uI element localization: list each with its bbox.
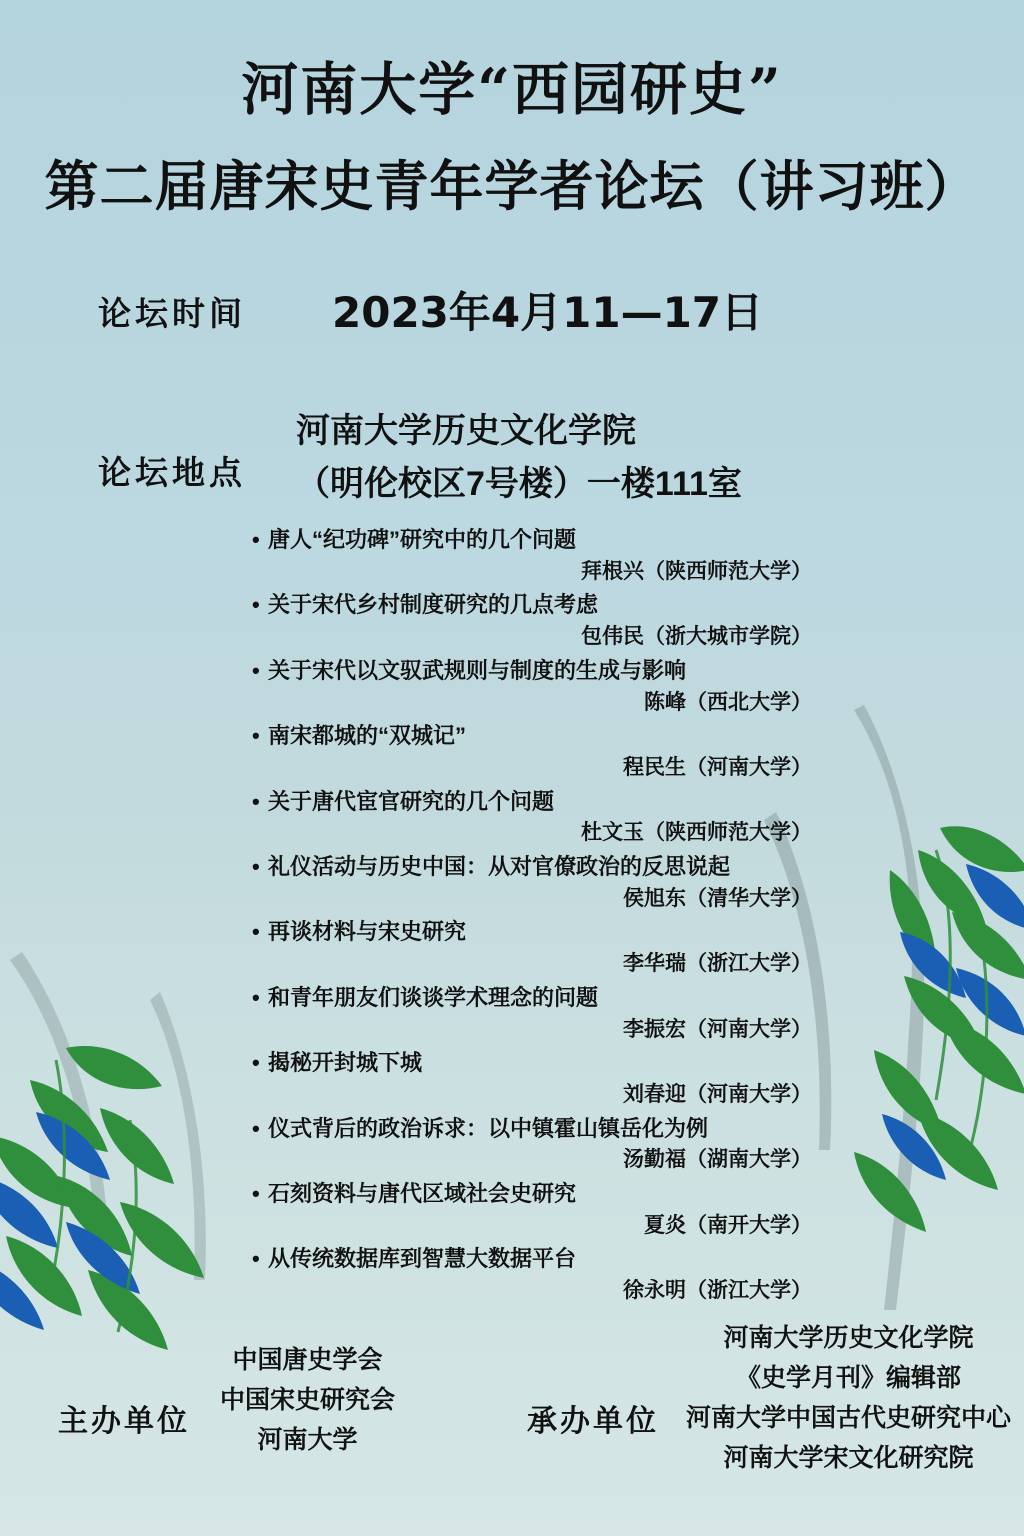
bullet-icon: • <box>252 1050 260 1076</box>
talk-item <box>0 916 1024 979</box>
talk-title <box>0 786 1024 818</box>
bullet-icon: • <box>252 1180 260 1206</box>
talk-title-text: 仪式背后的政治诉求：以中镇霍山镇岳化为例 <box>268 1115 709 1141</box>
organizer-list-item: 河南大学宋文化研究院 <box>723 1444 974 1472</box>
talk-speaker: 侯旭东（清华大学） <box>623 886 812 910</box>
talk-title <box>0 851 1024 883</box>
talk-title <box>0 982 1024 1014</box>
talk-list <box>0 524 1024 1309</box>
footer-organizations <box>0 1318 1024 1508</box>
talk-title-text: 关于宋代以文驭武规则与制度的生成与影响 <box>268 657 687 683</box>
talk-speaker: 包伟民（浙大城市学院） <box>581 625 812 649</box>
bullet-icon: • <box>252 723 260 749</box>
talk-title <box>0 720 1024 752</box>
talk-title-text: 从传统数据库到智慧大数据平台 <box>268 1246 577 1272</box>
talk-speaker: 陈峰（西北大学） <box>644 690 812 714</box>
talk-speaker: 夏炎（南开大学） <box>644 1213 812 1237</box>
forum-place-line-2: （明伦校区7号楼）一楼111室 <box>296 464 742 503</box>
organizer-list-item: 河南大学中国古代史研究中心 <box>686 1404 1012 1432</box>
talk-title-text: 再谈材料与宋史研究 <box>268 919 467 945</box>
host-label: 主办单位 <box>58 1405 190 1438</box>
talk-title <box>0 1243 1024 1275</box>
talk-speaker: 拜根兴（陕西师范大学） <box>581 559 812 583</box>
talk-title <box>0 916 1024 948</box>
talk-title-text: 礼仪活动与历史中国：从对官僚政治的反思说起 <box>268 853 731 879</box>
bullet-icon: • <box>252 788 260 814</box>
poster-title-line-1: 河南大学“西园研史” <box>241 56 783 123</box>
talk-title-text: 石刻资料与唐代区域社会史研究 <box>268 1180 577 1206</box>
talk-title-text: 关于唐代宦官研究的几个问题 <box>268 788 555 814</box>
talk-speaker: 李振宏（河南大学） <box>623 1017 812 1041</box>
organizer-list <box>686 1318 1011 1478</box>
talk-title-text: 唐人“纪功碑”研究中的几个问题 <box>268 527 577 552</box>
talk-item <box>0 589 1024 652</box>
bullet-icon: • <box>252 527 260 552</box>
talk-item <box>0 1178 1024 1241</box>
organizer-list-item: 河南大学历史文化学院 <box>723 1324 974 1352</box>
talk-speaker: 汤勤福（湖南大学） <box>623 1148 812 1172</box>
talk-title <box>0 524 1024 556</box>
poster-title-block <box>0 44 1024 221</box>
host-list-item: 中国唐史学会 <box>232 1346 383 1374</box>
talk-title-text: 和青年朋友们谈谈学术理念的问题 <box>268 984 599 1010</box>
talk-item <box>0 720 1024 783</box>
talk-item <box>0 851 1024 914</box>
forum-place-label: 论坛地点 <box>98 454 246 491</box>
bullet-icon: • <box>252 853 260 879</box>
host-list-item: 中国宋史研究会 <box>220 1386 396 1414</box>
bullet-icon: • <box>252 592 260 618</box>
forum-time-value: 2023年4月11—17日 <box>332 288 764 337</box>
host-list <box>220 1340 395 1460</box>
bullet-icon: • <box>252 657 260 683</box>
poster-title-line-2: 第二届唐宋史青年学者论坛（讲习班） <box>44 154 980 218</box>
talk-speaker: 程民生（河南大学） <box>623 756 812 780</box>
talk-item <box>0 982 1024 1045</box>
forum-place-value <box>296 405 742 510</box>
organizer-list-item: 《史学月刊》编辑部 <box>736 1364 962 1392</box>
talk-title-text: 揭秘开封城下城 <box>268 1050 423 1076</box>
talk-title-text: 南宋都城的“双城记” <box>268 723 467 749</box>
organizer-label: 承办单位 <box>527 1405 659 1438</box>
bullet-icon: • <box>252 1246 260 1272</box>
talk-title <box>0 655 1024 687</box>
bullet-icon: • <box>252 1115 260 1141</box>
talk-title-text: 关于宋代乡村制度研究的几点考虑 <box>268 592 599 618</box>
talk-speaker: 杜文玉（陕西师范大学） <box>581 821 812 845</box>
talk-speaker: 刘春迎（河南大学） <box>623 1083 812 1107</box>
talk-title <box>0 1178 1024 1210</box>
talk-speaker: 徐永明（浙江大学） <box>623 1279 812 1303</box>
host-list-item: 河南大学 <box>257 1426 358 1454</box>
forum-place-line-1: 河南大学历史文化学院 <box>296 412 636 450</box>
bullet-icon: • <box>252 984 260 1010</box>
talk-item <box>0 524 1024 587</box>
talk-item <box>0 1113 1024 1176</box>
bullet-icon: • <box>252 919 260 945</box>
talk-title <box>0 589 1024 621</box>
talk-item <box>0 1047 1024 1110</box>
talk-item <box>0 786 1024 849</box>
forum-time-row <box>0 288 1024 344</box>
forum-time-label: 论坛时间 <box>98 295 246 332</box>
talk-item <box>0 655 1024 718</box>
talk-title <box>0 1047 1024 1079</box>
talk-title <box>0 1113 1024 1145</box>
talk-item <box>0 1243 1024 1306</box>
talk-speaker: 李华瑞（浙江大学） <box>623 952 812 976</box>
